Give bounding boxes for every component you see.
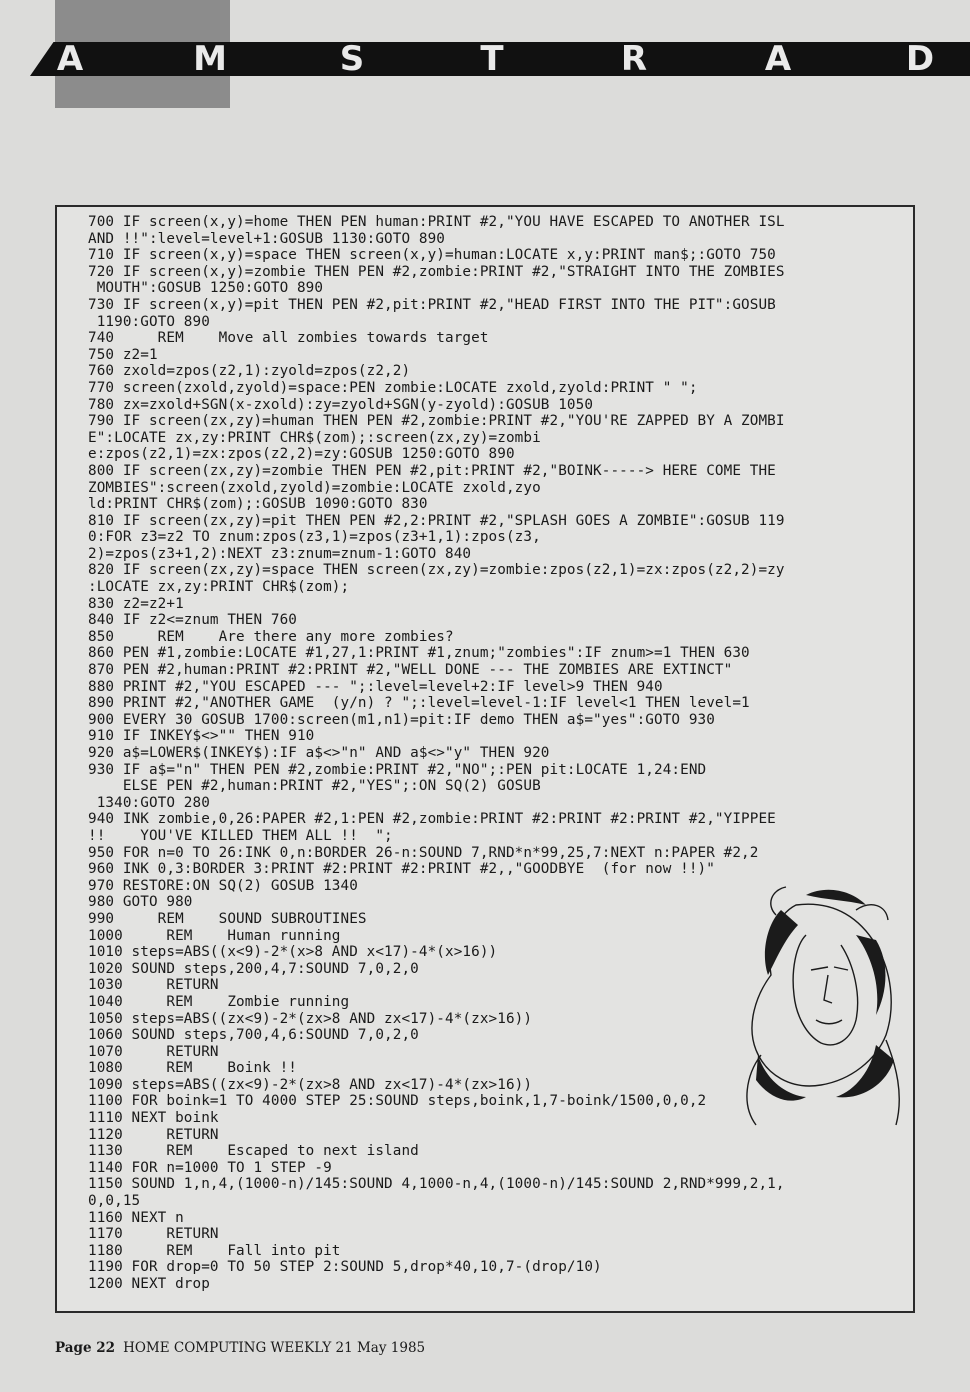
listing-line: 940 INK zombie,0,26:PAPER #2,1:PEN #2,zombie:PRINT #2:PRINT #2:PRINT #2,"YIPPEE — [88, 811, 776, 828]
listing-line: 890 PRINT #2,"ANOTHER GAME (y/n) ? ";:level=level-1:IF level<1 THEN level=1 — [88, 695, 750, 712]
listing-line: 1110 NEXT boink — [88, 1110, 219, 1127]
listing-line: 830 z2=z2+1 — [88, 595, 184, 612]
listing-line: 1080 REM Boink !! — [88, 1060, 297, 1077]
listing-line: 2)=zpos(z3+1,2):NEXT z3:znum=znum-1:GOTO 840 — [88, 545, 472, 562]
listing-line: 900 EVERY 30 GOSUB 1700:screen(m1,n1)=pit:IF demo THEN a$="yes":GOTO 930 — [88, 711, 715, 728]
listing-line: 1090 steps=ABS((zx<9)-2*(zx>8 AND zx<17)-4*(zx>16)) — [88, 1076, 533, 1093]
banner-letter-s: S — [339, 39, 365, 79]
listing-line: 710 IF screen(x,y)=space THEN screen(x,y)=human:LOCATE x,y:PRINT man$;:GOTO 750 — [88, 247, 776, 264]
listing-line: 1050 steps=ABS((zx<9)-2*(zx>8 AND zx<17)-4*(zx>16)) — [88, 1010, 533, 1027]
listing-line: 870 PEN #2,human:PRINT #2:PRINT #2,"WELL DONE --- THE ZOMBIES ARE EXTINCT" — [88, 662, 733, 679]
listing-line: 970 RESTORE:ON SQ(2) GOSUB 1340 — [88, 877, 358, 894]
listing-line: 1340:GOTO 280 — [88, 794, 210, 811]
listing-line: 1020 SOUND steps,200,4,7:SOUND 7,0,2,0 — [88, 960, 419, 977]
listing-line: ld:PRINT CHR$(zom);:GOSUB 1090:GOTO 830 — [88, 496, 428, 513]
banner-letter-a: A — [56, 39, 84, 79]
listing-line: 1170 RETURN — [88, 1226, 219, 1243]
listing-line: 880 PRINT #2,"YOU ESCAPED --- ";:level=level+2:IF level>9 THEN 940 — [88, 678, 663, 695]
listing-line: 910 IF INKEY$<>"" THEN 910 — [88, 728, 315, 745]
listing-line: 960 INK 0,3:BORDER 3:PRINT #2:PRINT #2:PRINT #2,,"GOODBYE (for now !!)" — [88, 861, 715, 878]
listing-line: 1200 NEXT drop — [88, 1276, 210, 1292]
banner-letter-r: R — [620, 39, 648, 79]
listing-line: 980 GOTO 980 — [88, 894, 193, 911]
listing-line: 780 zx=zxold+SGN(x-zxold):zy=zyold+SGN(y-zyold):GOSUB 1050 — [88, 396, 594, 413]
banner-letter-a2: A — [764, 39, 792, 79]
listing-line: 1060 SOUND steps,700,4,6:SOUND 7,0,2,0 — [88, 1027, 419, 1044]
listing-line: 990 REM SOUND SUBROUTINES — [88, 910, 367, 927]
listing-line: 750 z2=1 — [88, 346, 158, 363]
listing-line: 860 PEN #1,zombie:LOCATE #1,27,1:PRINT #1,znum;"zombies":IF znum>=1 THEN 630 — [88, 645, 750, 662]
listing-line: e:zpos(z2,1)=zx:zpos(z2,2)=zy:GOSUB 1250:GOTO 890 — [88, 446, 515, 463]
listing-line: 700 IF screen(x,y)=home THEN PEN human:PRINT #2,"YOU HAVE ESCAPED TO ANOTHER ISL — [88, 214, 785, 230]
listing-line: 920 a$=LOWER$(INKEY$):IF a$<>"n" AND a$<>"y" THEN 920 — [88, 745, 550, 761]
listing-line: 950 FOR n=0 TO 26:INK 0,n:BORDER 26-n:SOUND 7,RND*n*99,25,7:NEXT n:PAPER #2,2 — [88, 844, 759, 861]
listing-line: AND !!":level=level+1:GOSUB 1130:GOTO 890 — [88, 230, 446, 247]
listing-line: 760 zxold=zpos(z2,1):zyold=zpos(z2,2) — [88, 363, 411, 380]
listing-line: 850 REM Are there any more zombies? — [88, 628, 454, 645]
listing-line: 1150 SOUND 1,n,4,(1000-n)/145:SOUND 4,1000-n,4,(1000-n)/145:SOUND 2,RND*999,2,1, — [88, 1176, 785, 1193]
listing-line: 840 IF z2<=znum THEN 760 — [88, 612, 297, 629]
listing-line: 1180 REM Fall into pit — [88, 1242, 341, 1259]
listing-line: 1100 FOR boink=1 TO 4000 STEP 25:SOUND steps,boink,1,7-boink/1500,0,0,2 — [88, 1093, 707, 1110]
listing-line: 820 IF screen(zx,zy)=space THEN screen(zx,zy)=zombie:zpos(z2,1)=zx:zpos(z2,2)=zy — [88, 562, 785, 579]
listing-line: :LOCATE zx,zy:PRINT CHR$(zom); — [88, 579, 350, 596]
banner-letter-d: D — [905, 39, 935, 79]
zombie-face-illustration — [736, 875, 906, 1135]
listing-line: 1030 RETURN — [88, 977, 219, 994]
listing-line: ZOMBIES":screen(zxold,zyold)=zombie:LOCATE zxold,zyo — [88, 479, 541, 496]
page-number: Page 22 — [55, 1340, 116, 1356]
listing-line: 0,0,15 — [88, 1193, 141, 1210]
listing-line: 1160 NEXT n — [88, 1209, 184, 1226]
listing-line: E":LOCATE zx,zy:PRINT CHR$(zom);:screen(zx,zy)=zombi — [88, 429, 541, 446]
publication-line: HOME COMPUTING WEEKLY 21 May 1985 — [123, 1340, 426, 1356]
listing-line: 740 REM Move all zombies towards target — [88, 330, 489, 347]
listing-line: ELSE PEN #2,human:PRINT #2,"YES";:ON SQ(2) GOSUB — [88, 778, 541, 795]
listing-line: !! YOU'VE KILLED THEM ALL !! "; — [88, 827, 393, 844]
listing-line: 1010 steps=ABS((x<9)-2*(x>8 AND x<17)-4*(x>16)) — [88, 944, 498, 961]
listing-line: 1190:GOTO 890 — [88, 313, 210, 330]
listing-line: 810 IF screen(zx,zy)=pit THEN PEN #2,2:PRINT #2,"SPLASH GOES A ZOMBIE":GOSUB 119 — [88, 512, 785, 529]
banner-letter-t: T — [480, 39, 504, 79]
listing-line: 1130 REM Escaped to next island — [88, 1143, 419, 1160]
listing-line: 1000 REM Human running — [88, 927, 341, 944]
listing-line: 790 IF screen(zx,zy)=human THEN PEN #2,zombie:PRINT #2,"YOU'RE ZAPPED BY A ZOMBI — [88, 413, 785, 430]
listing-line: 1070 RETURN — [88, 1043, 219, 1060]
listing-line: MOUTH":GOSUB 1250:GOTO 890 — [88, 280, 324, 297]
listing-line: 720 IF screen(x,y)=zombie THEN PEN #2,zombie:PRINT #2,"STRAIGHT INTO THE ZOMBIES — [88, 263, 785, 280]
listing-line: 1190 FOR drop=0 TO 50 STEP 2:SOUND 5,drop*40,10,7-(drop/10) — [88, 1259, 602, 1276]
listing-line: 1120 RETURN — [88, 1126, 219, 1143]
listing-line: 930 IF a$="n" THEN PEN #2,zombie:PRINT #2,"NO";:PEN pit:LOCATE 1,24:END — [88, 761, 707, 778]
listing-line: 730 IF screen(x,y)=pit THEN PEN #2,pit:PRINT #2,"HEAD FIRST INTO THE PIT":GOSUB — [88, 296, 776, 313]
banner-letter-m: M — [193, 39, 227, 79]
listing-line: 800 IF screen(zx,zy)=zombie THEN PEN #2,pit:PRINT #2,"BOINK-----> HERE COME THE — [88, 462, 776, 479]
listing-line: 1040 REM Zombie running — [88, 993, 350, 1010]
page-footer — [55, 1340, 425, 1356]
listing-line: 0:FOR z3=z2 TO znum:zpos(z3,1)=zpos(z3+1,1):zpos(z3, — [88, 529, 541, 546]
listing-line: 1140 FOR n=1000 TO 1 STEP -9 — [88, 1159, 332, 1176]
listing-line: 770 screen(zxold,zyold)=space:PEN zombie:LOCATE zxold,zyold:PRINT " "; — [88, 379, 698, 396]
